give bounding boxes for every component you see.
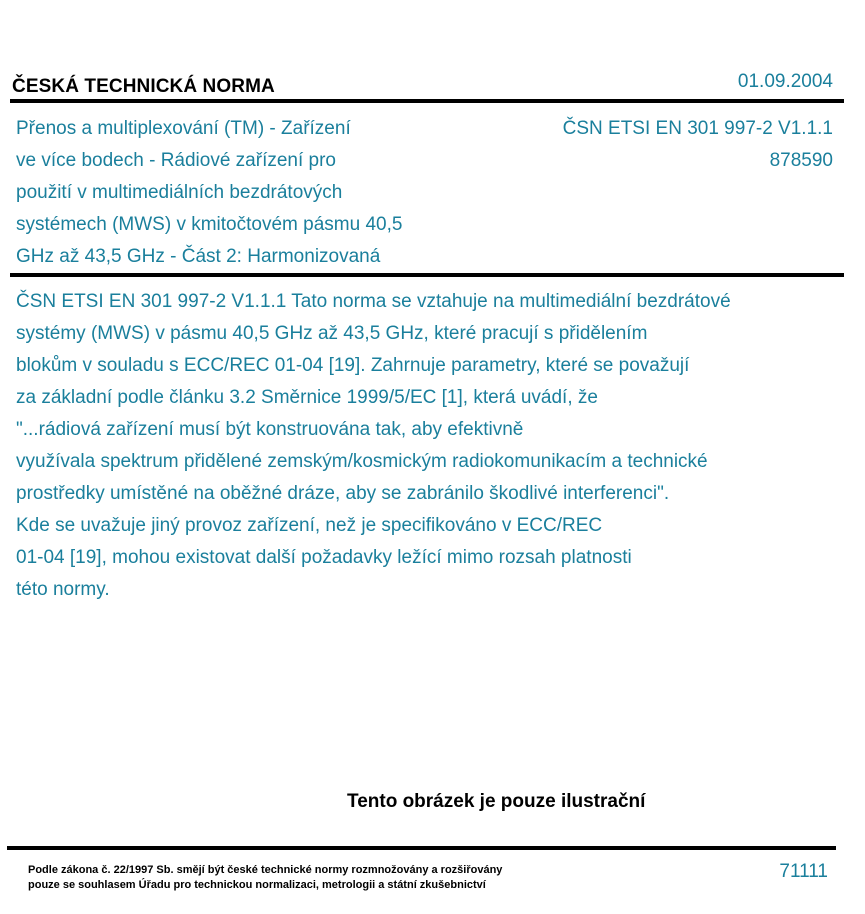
issue-date: 01.09.2004 [737,71,833,92]
abstract-line: 01-04 [19], mohou existovat další požadavky ležící mimo rozsah platnosti [16,547,632,568]
abstract-text [16,286,846,606]
abstract-line: systémy (MWS) v pásmu 40,5 GHz až 43,5 GHz, které pracují s přidělením [16,323,648,344]
legal-line: Podle zákona č. 22/1997 Sb. smějí být české technické normy rozmnožovány a rozšiřovány [28,864,503,876]
top-divider [10,99,844,103]
abstract-line: prostředky umístěné na oběžné dráze, aby se zabránilo škodlivé interferenci". [16,483,670,504]
abstract-line: ČSN ETSI EN 301 997-2 V1.1.1 Tato norma se vztahuje na multimediální bezdrátové [16,291,731,312]
legal-notice [28,863,502,893]
middle-divider [10,273,844,277]
document-title: ČESKÁ TECHNICKÁ NORMA [12,76,275,97]
standard-code: ČSN ETSI EN 301 997-2 V1.1.1 [562,118,833,139]
catalog-number: 878590 [769,150,833,171]
price-code: 71111 [779,861,828,882]
abstract-line: Kde se uvažuje jiný provoz zařízení, než je specifikováno v ECC/REC [16,515,603,536]
bottom-divider [7,846,836,850]
subject-line: GHz až 43,5 GHz - Část 2: Harmonizovaná [16,246,381,267]
standard-identifiers [563,113,833,177]
abstract-line: "...rádiová zařízení musí být konstruována tak, aby efektivně [16,419,524,440]
abstract-line: za základní podle článku 3.2 Směrnice 1999/5/EC [1], která uvádí, že [16,387,598,408]
abstract-line: blokům v souladu s ECC/REC 01-04 [19]. Zahrnuje parametry, které se považují [16,355,690,376]
abstract-line: využívala spektrum přidělené zemským/kosmickým radiokomunikacím a technické [16,451,708,472]
illustration-note: Tento obrázek je pouze ilustrační [347,791,646,812]
subject-line: ve více bodech - Rádiové zařízení pro [16,150,337,171]
subject-line: Přenos a multiplexování (TM) - Zařízení [16,118,351,139]
subject-line: systémech (MWS) v kmitočtovém pásmu 40,5 [16,214,403,235]
subject-line: použití v multimediálních bezdrátových [16,182,343,203]
legal-line: pouze se souhlasem Úřadu pro technickou normalizaci, metrologii a státní zkušebnictví [28,879,486,891]
standard-subject [16,113,476,273]
abstract-line: této normy. [16,579,110,600]
